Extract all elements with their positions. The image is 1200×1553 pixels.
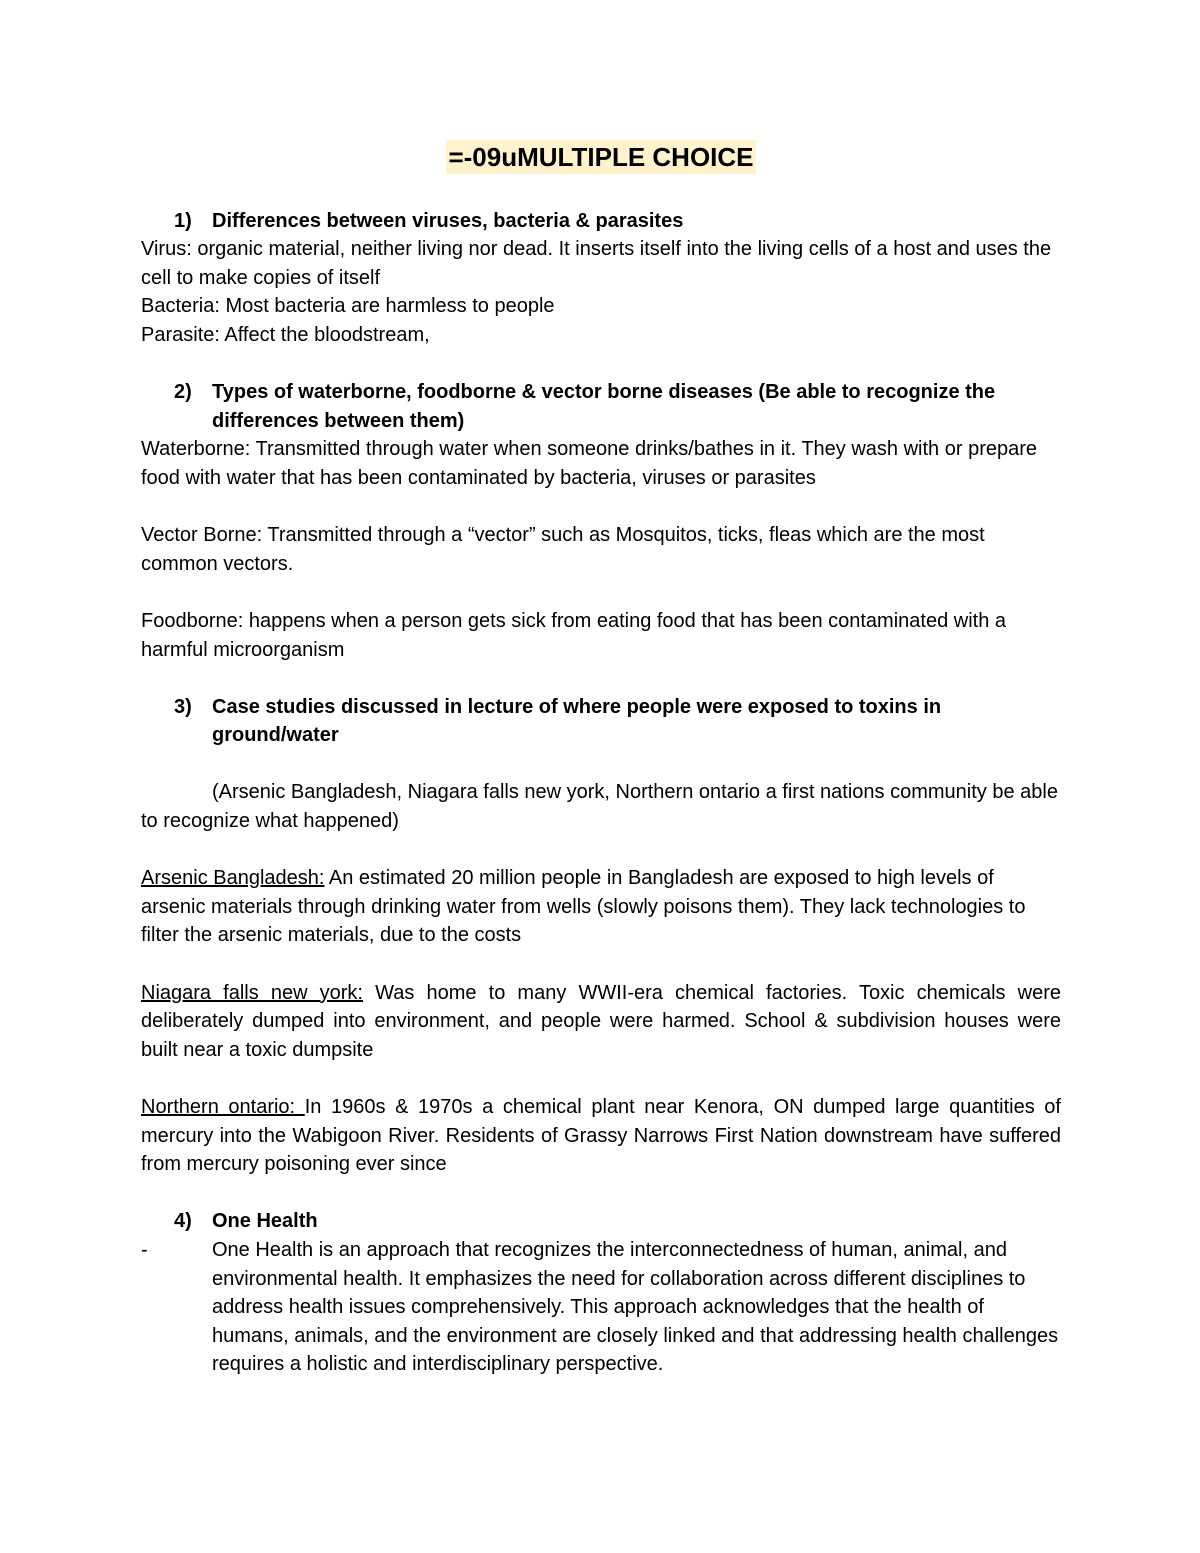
northern-ontario-text: In 1960s & 1970s a chemical plant near Kenora, ON dumped large quantities of mercury into the Wabigoon River. Residents of Grassy Narrows First Nation downstream have suffered from mercury poisoning ever since xyxy=(141,1096,1061,1176)
one-health-bullet xyxy=(141,1236,1061,1379)
arsenic-case xyxy=(141,864,1061,950)
one-health-text: One Health is an approach that recognizes the interconnectedness of human, animal, and environmental health. It emphasizes the need for collaboration across different disciplines to address health issues comprehensively. This approach acknowledges that the health of humans, animals, and the environment are closely linked and that addressing health challenges requires a holistic and interdisciplinary perspective. xyxy=(212,1238,1059,1376)
spacer xyxy=(141,750,1061,779)
spacer xyxy=(141,664,1061,693)
niagara-case xyxy=(141,979,1061,1065)
spacer xyxy=(141,836,1061,865)
parasite-definition: Parasite: Affect the bloodstream, xyxy=(141,323,430,346)
spacer xyxy=(141,350,1061,379)
question-3-heading xyxy=(141,693,1061,750)
spacer xyxy=(141,493,1061,522)
question-1-heading xyxy=(141,207,1061,236)
spacer xyxy=(141,950,1061,979)
bacteria-definition: Bacteria: Most bacteria are harmless to people xyxy=(141,295,555,318)
vectorborne-definition: Vector Borne: Transmitted through a “vector” such as Mosquitos, ticks, fleas which are the most common vectors. xyxy=(141,524,985,575)
question-2-text: Types of waterborne, foodborne & vector borne diseases (Be able to recognize the differences between them) xyxy=(212,381,996,432)
question-4-number: 4) xyxy=(174,1210,192,1233)
arsenic-label: Arsenic Bangladesh: xyxy=(141,867,325,890)
bullet-dash: - xyxy=(141,1238,148,1261)
niagara-label: Niagara falls new york: xyxy=(141,981,363,1004)
question-3-text: Case studies discussed in lecture of where people were exposed to toxins in ground/water xyxy=(212,695,942,747)
title-row xyxy=(141,140,1061,175)
foodborne-definition: Foodborne: happens when a person gets sick from eating food that has been contaminated with a harmful microorganism xyxy=(141,609,1006,661)
niagara-text: Was home to many WWII-era chemical factories. Toxic chemicals were deliberately dumped into environment, and people were harmed. School & subdivision houses were built near a toxic dumpsite xyxy=(141,981,1062,1061)
spacer xyxy=(141,1064,1061,1093)
northern-ontario-case xyxy=(141,1093,1061,1179)
virus-definition: Virus: organic material, neither living nor dead. It inserts itself into the living cells of a host and uses the cell to make copies of itself xyxy=(141,238,1052,289)
question-2-number: 2) xyxy=(174,381,192,404)
page-title: =-09uMULTIPLE CHOICE xyxy=(448,142,754,172)
document-page xyxy=(141,140,1061,1379)
question-2-heading xyxy=(141,378,1061,435)
waterborne-definition: Waterborne: Transmitted through water when someone drinks/bathes in it. They wash with or prepare food with water that has been contaminated by bacteria, viruses or parasites xyxy=(141,438,1038,489)
question-4-text: One Health xyxy=(212,1210,318,1233)
spacer xyxy=(141,578,1061,607)
northern-ontario-label: Northern ontario: xyxy=(141,1096,305,1118)
question-1-number: 1) xyxy=(174,209,192,232)
arsenic-text: An estimated 20 million people in Bangladesh are exposed to high levels of arsenic materials through drinking water from wells (slowly poisons them). They lack technologies to filter the arsenic materials, due to the costs xyxy=(141,867,1026,947)
question-3-number: 3) xyxy=(174,695,192,718)
spacer xyxy=(141,1179,1061,1208)
question-1-text: Differences between viruses, bacteria & parasites xyxy=(212,209,684,232)
case-studies-note: (Arsenic Bangladesh, Niagara falls new york, Northern ontario a first nations community be able to recognize what happened) xyxy=(141,781,1058,833)
question-4-heading xyxy=(141,1207,1061,1236)
